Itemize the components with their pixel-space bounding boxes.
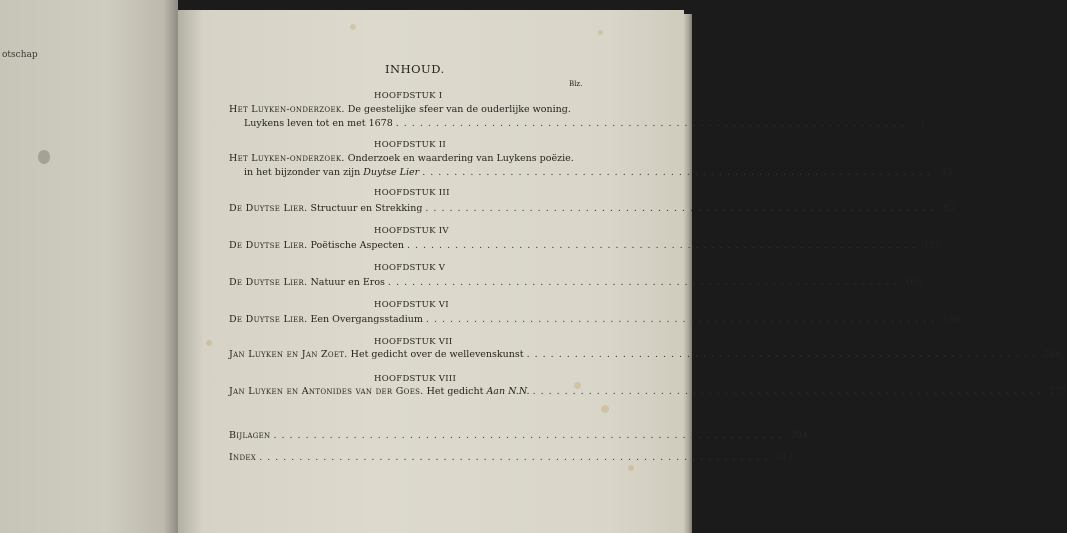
- entry-subtitle: Structuur en Strekking: [310, 203, 423, 214]
- toc-entry-line: [229, 386, 1067, 397]
- entry-italic-title: Duytse Lier: [363, 167, 420, 178]
- chapter-heading: HOOFDSTUK I: [374, 91, 443, 101]
- page-number: 43: [940, 167, 953, 178]
- chapter-heading: HOOFDSTUK IV: [374, 226, 449, 236]
- dot-leader: ................................................................: [395, 118, 910, 129]
- chapter-heading: HOOFDSTUK VIII: [374, 374, 457, 384]
- entry-part-title: Bijlagen: [229, 430, 271, 441]
- toc-title: INHOUD.: [385, 62, 445, 76]
- page-number: 125: [923, 240, 942, 251]
- page-number: 304: [789, 430, 808, 441]
- toc-entry-line: [229, 349, 1062, 360]
- chapter-heading: HOOFDSTUK VII: [374, 337, 453, 347]
- entry-part-title: De Duytse Lier.: [229, 240, 308, 251]
- page-number: 165: [904, 277, 923, 288]
- toc-entry-line: [229, 277, 923, 288]
- entry-italic-title: Aan N.N.: [486, 386, 530, 397]
- page-column-label: Blz.: [569, 80, 583, 88]
- entry-part-title: Het Luyken-onderzoek.: [229, 104, 345, 115]
- entry-part-title: Index: [229, 452, 257, 463]
- toc-entry-line: [229, 153, 574, 164]
- entry-subtitle: Een Overgangsstadium: [310, 314, 423, 325]
- entry-subtitle: Het gedicht over de wellevenskunst: [350, 349, 524, 360]
- entry-part-title: De Duytse Lier.: [229, 277, 308, 288]
- toc-entry-index: [229, 452, 794, 463]
- dot-leader: ................................................................: [532, 386, 1046, 397]
- foxing-spot: [628, 465, 634, 471]
- left-page: [0, 0, 178, 533]
- page-number: 236: [1042, 349, 1062, 360]
- toc-entry-line: [244, 118, 927, 129]
- entry-part-title: Jan Luyken en Antonides van der Goes.: [229, 386, 424, 397]
- chapter-heading: HOOFDSTUK III: [374, 188, 450, 198]
- foxing-spot: [206, 340, 212, 346]
- entry-subtitle: Onderzoek en waardering van Luykens poëzie.: [347, 153, 574, 164]
- dot-leader: ................................................................: [273, 430, 787, 441]
- page-stain: [38, 150, 50, 164]
- entry-part-title: De Duytse Lier.: [229, 203, 308, 214]
- entry-subtitle: in het bijzonder van zijn: [244, 167, 361, 178]
- dot-leader: ................................................................: [425, 314, 940, 325]
- dot-leader: ................................................................: [387, 277, 902, 288]
- left-page-text: otschap: [2, 50, 38, 60]
- foxing-spot: [350, 24, 356, 30]
- chapter-heading: HOOFDSTUK VI: [374, 300, 449, 310]
- page-number: 1: [919, 118, 927, 129]
- entry-subtitle: Het gedicht: [426, 386, 484, 397]
- page-number: 313: [775, 452, 794, 463]
- entry-part-title: Jan Luyken en Jan Zoet.: [229, 349, 348, 360]
- dot-leader: ................................................................: [425, 203, 939, 214]
- page-number: 82: [943, 203, 956, 214]
- entry-subtitle: De geestelijke sfeer van de ouderlijke woning.: [347, 104, 571, 115]
- toc-entry-line: [229, 203, 956, 214]
- chapter-heading: HOOFDSTUK II: [374, 140, 447, 150]
- entry-subtitle: Poëtische Aspecten: [310, 240, 404, 251]
- entry-subtitle: Luykens leven tot en met 1678: [244, 118, 393, 129]
- dot-leader: ................................................................: [259, 452, 773, 463]
- dot-leader: ................................................................: [422, 167, 936, 178]
- toc-entry-line: [229, 104, 569, 115]
- chapter-heading: HOOFDSTUK V: [374, 263, 446, 273]
- toc-entry-bijlagen: [229, 430, 808, 441]
- foxing-spot: [598, 30, 603, 35]
- toc-entry-line: [244, 167, 953, 178]
- page-number: 272: [1048, 386, 1067, 397]
- toc-entry-line: [229, 314, 961, 325]
- page-number: 196: [942, 314, 961, 325]
- foxing-spot: [601, 405, 609, 413]
- entry-subtitle: Natuur en Eros: [310, 277, 385, 288]
- entry-part-title: Het Luyken-onderzoek.: [229, 153, 345, 164]
- toc-entry-line: [229, 240, 942, 251]
- dot-leader: ................................................................: [526, 349, 1040, 360]
- dot-leader: ................................................................: [406, 240, 921, 251]
- entry-part-title: De Duytse Lier.: [229, 314, 308, 325]
